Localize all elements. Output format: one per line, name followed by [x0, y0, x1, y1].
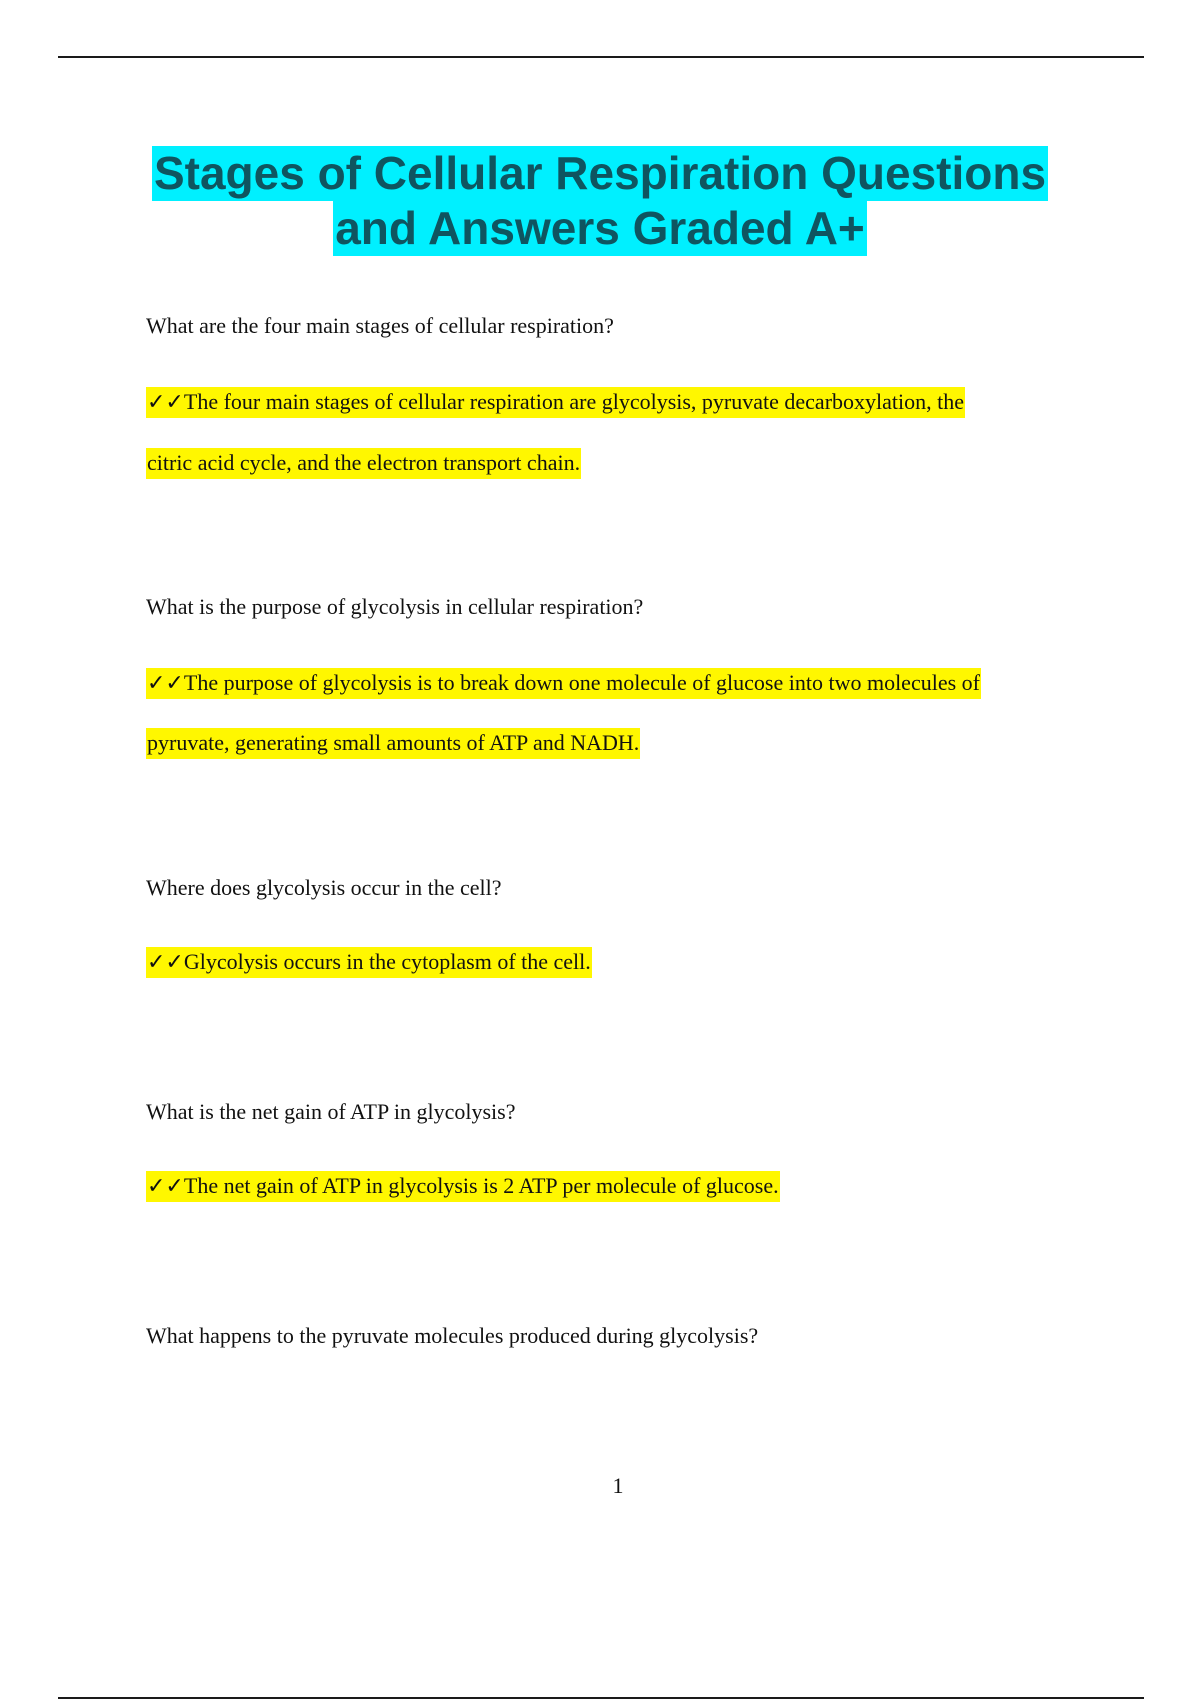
top-rule	[58, 56, 1144, 58]
document-title	[80, 146, 1120, 256]
answer-text: pyruvate, generating small amounts of ATP and NADH.	[146, 728, 640, 759]
answer-text: The net gain of ATP in glycolysis is 2 ATP per molecule of glucose.	[183, 1173, 779, 1198]
title-line-1: Stages of Cellular Respiration Questions	[153, 147, 1047, 199]
question-2: What is the purpose of glycolysis in cellular respiration?	[146, 594, 644, 619]
bottom-rule	[58, 1697, 1144, 1699]
checkmark-icon: ✓✓	[147, 390, 184, 415]
question-4: What is the net gain of ATP in glycolysis?	[146, 1099, 516, 1124]
answer-2-line-1	[146, 669, 981, 698]
answer-text: The four main stages of cellular respiration are glycolysis, pyruvate decarboxylation, the	[183, 389, 964, 414]
checkmark-icon: ✓✓	[147, 950, 184, 975]
title-line-2: and Answers Graded A+	[335, 202, 865, 254]
answer-1-line-1	[146, 388, 965, 417]
question-5: What happens to the pyruvate molecules produced during glycolysis?	[146, 1323, 759, 1348]
checkmark-icon: ✓✓	[147, 671, 184, 696]
answer-4-line-1	[146, 1172, 780, 1201]
answer-text: citric acid cycle, and the electron transport chain.	[146, 448, 581, 479]
answer-1-line-2	[146, 449, 581, 477]
answer-2-line-2	[146, 729, 640, 757]
page-number: 1	[612, 1473, 624, 1498]
question-3: Where does glycolysis occur in the cell?	[146, 875, 502, 900]
answer-text: The purpose of glycolysis is to break down one molecule of glucose into two molecules of	[183, 670, 980, 695]
checkmark-icon: ✓✓	[147, 1174, 184, 1199]
question-1: What are the four main stages of cellular respiration?	[146, 313, 614, 338]
answer-3-line-1	[146, 948, 592, 977]
answer-text: Glycolysis occurs in the cytoplasm of the cell.	[183, 949, 591, 974]
